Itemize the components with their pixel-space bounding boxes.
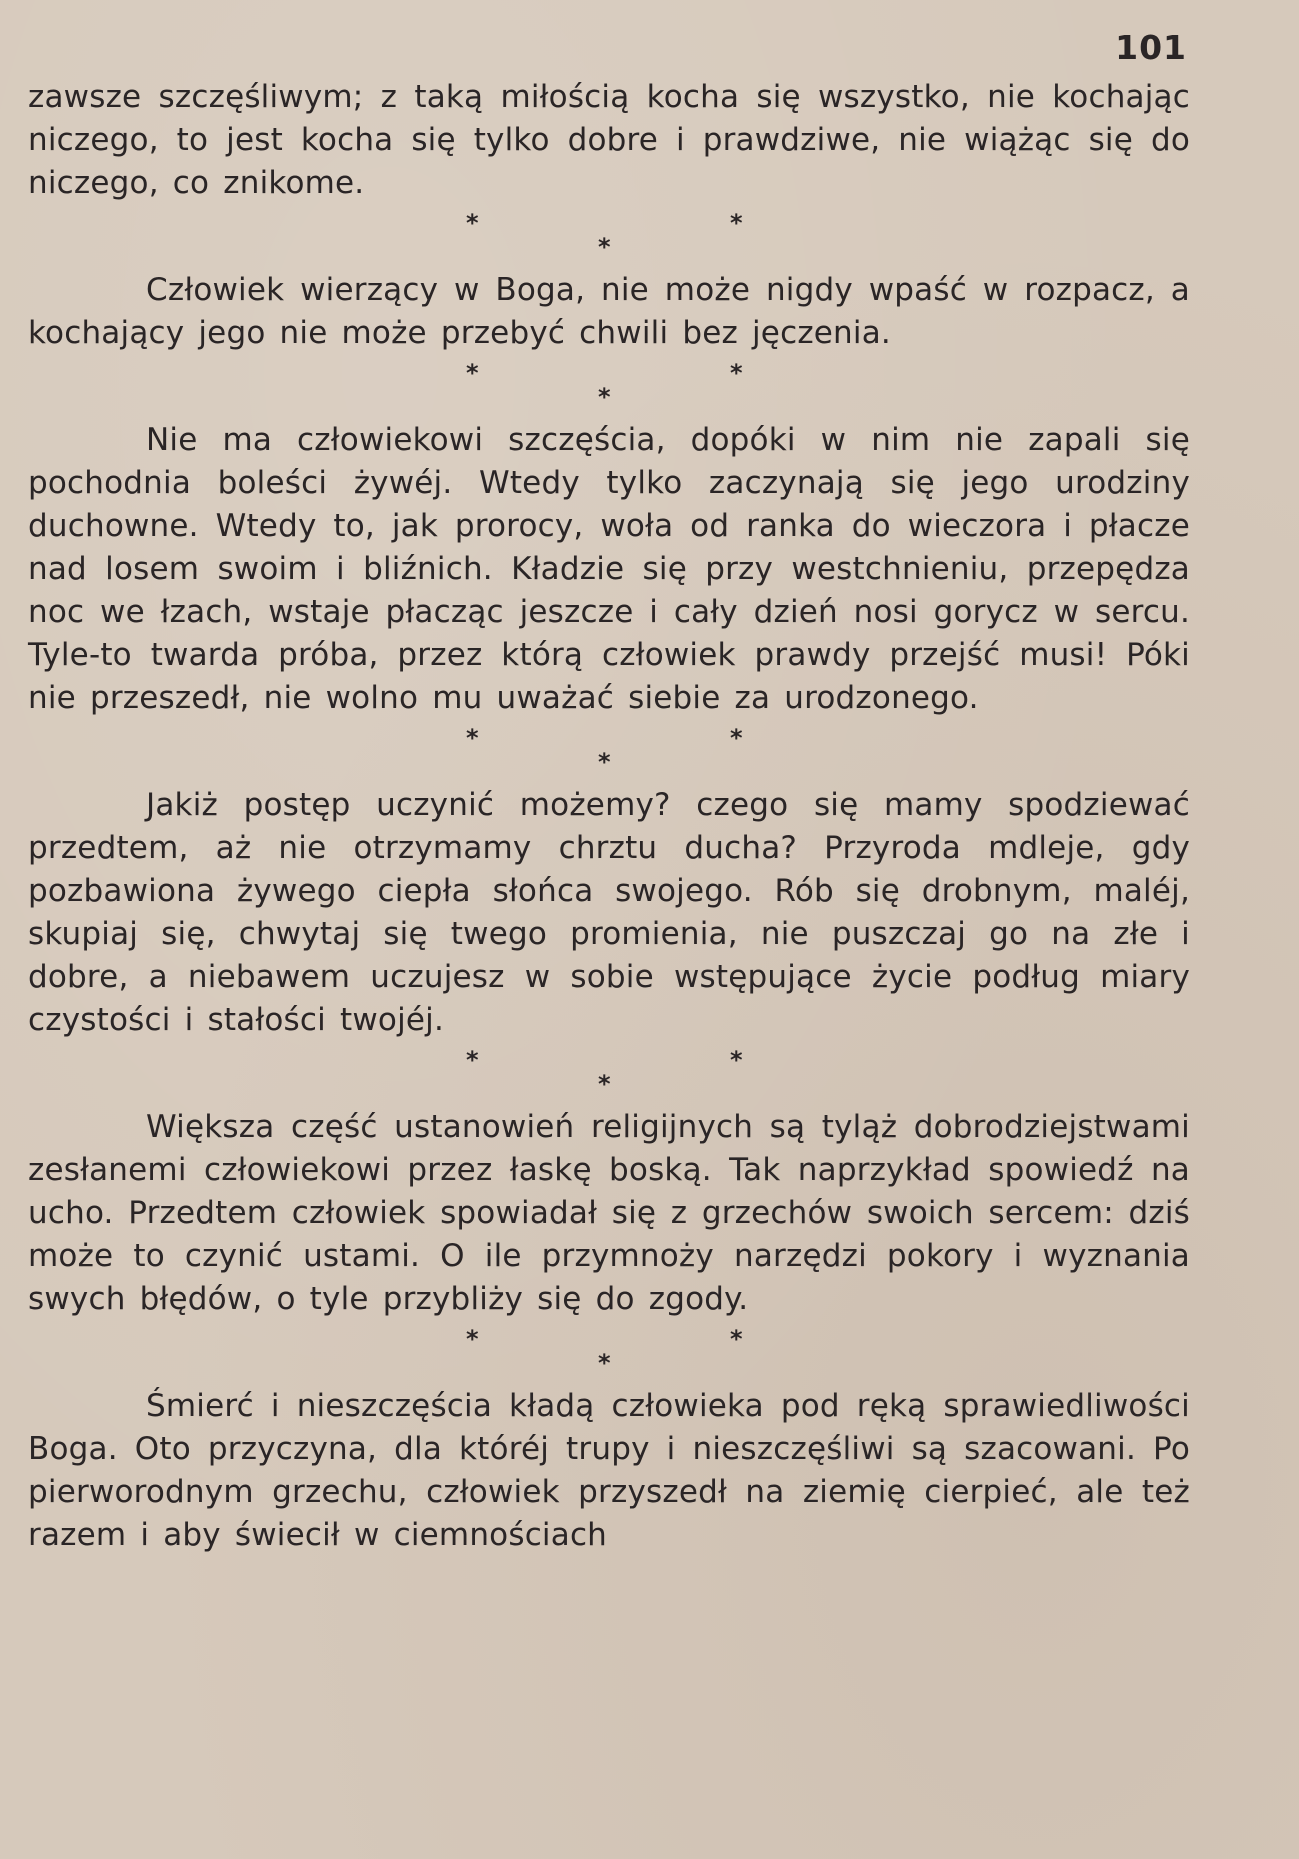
paragraph-suffering: Nie ma człowiekowi szczęścia, dopóki w nim nie zapali się pochodnia boleści żywéj. Wtedy tylko zaczynają się jego urodziny duchowne. Wtedy to, jak prorocy, woła od ranka do wieczora i płacze nad losem swoim i bliźnich. Kładzie się przy westchnieniu, przepędza noc we łzach, wstaje płacząc jeszcze i cały dzień nosi gorycz w sercu. Tyle-to twarda próba, przez którą człowiek prawdy przejść musi! Póki nie przeszedł, nie wolno mu uważać siebie za urodzonego. bbox=[28, 422, 1190, 716]
divider-star-left: * bbox=[466, 209, 479, 237]
divider-star-right: * bbox=[730, 724, 743, 752]
page-number: 101 bbox=[1115, 28, 1187, 67]
divider-star-left: * bbox=[466, 1046, 479, 1074]
divider-star-middle: * bbox=[598, 383, 611, 411]
divider-star-middle: * bbox=[598, 1349, 611, 1377]
paragraph-faith: Człowiek wierzący w Boga, nie może nigdy wpaść w rozpacz, a kochający jego nie może przebyć chwili bez jęczenia. bbox=[28, 272, 1190, 351]
divider-star-left: * bbox=[466, 359, 479, 387]
divider-star-middle: * bbox=[598, 748, 611, 776]
section-divider bbox=[28, 355, 1190, 419]
divider-star-left: * bbox=[466, 1325, 479, 1353]
paragraph-death-and-misfortune: Śmierć i nieszczęścia kładą człowieka pod ręką sprawiedliwości Boga. Oto przyczyna, dla któréj trupy i nieszczęśliwi są szacowani. Po pierworodnym grzechu, człowiek przyszedł na ziemię cierpieć, ale też razem i aby świecił w ciemnościach bbox=[28, 1388, 1190, 1553]
section-divider bbox=[28, 720, 1190, 784]
divider-star-right: * bbox=[730, 359, 743, 387]
paragraph-religious-institutions: Większa część ustanowień religijnych są tyląż dobrodziejstwami zesłanemi człowiekowi przez łaskę boską. Tak naprzykład spowiedź na ucho. Przedtem człowiek spowiadał się z grzechów swoich sercem: dziś może to czynić ustami. O ile przymnoży narzędzi pokory i wyznania swych błędów, o tyle przybliży się do zgody. bbox=[28, 1109, 1190, 1317]
divider-star-right: * bbox=[730, 1325, 743, 1353]
divider-star-right: * bbox=[730, 209, 743, 237]
divider-star-right: * bbox=[730, 1046, 743, 1074]
divider-star-middle: * bbox=[598, 1070, 611, 1098]
section-divider bbox=[28, 1042, 1190, 1106]
section-divider bbox=[28, 1321, 1190, 1385]
paragraph-progress: Jakiż postęp uczynić możemy? czego się mamy spodziewać przedtem, aż nie otrzymamy chrztu ducha? Przyroda mdleje, gdy pozbawiona żywego ciepła słońca swojego. Rób się drobnym, maléj, skupiaj się, chwytaj się twego promienia, nie puszczaj go na złe i dobre, a niebawem uczujesz w sobie wstępujące życie podług miary czystości i stałości twojéj. bbox=[28, 787, 1190, 1038]
paragraph-continuation: zawsze szczęśliwym; z taką miłością kocha się wszystko, nie kochając niczego, to jest kocha się tylko dobre i prawdziwe, nie wiążąc się do niczego, co znikome. bbox=[28, 79, 1190, 201]
divider-star-middle: * bbox=[598, 233, 611, 261]
section-divider bbox=[28, 205, 1190, 269]
divider-star-left: * bbox=[466, 724, 479, 752]
page-text bbox=[28, 76, 1190, 1557]
